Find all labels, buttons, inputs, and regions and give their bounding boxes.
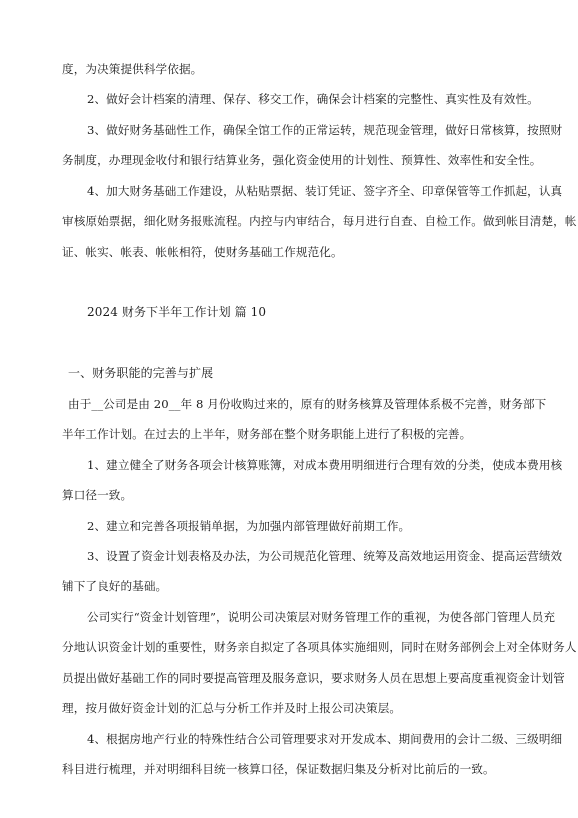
paragraph-line: 4、根据房地产行业的特殊性结合公司管理要求对开发成本、期间费用的会计二级、三级明细	[87, 732, 563, 746]
paragraph-line: 理，按月做好资金计划的汇总与分析工作并及时上报公司决策层。	[62, 701, 402, 715]
paragraph-line: 3、设置了资金计划表格及办法，为公司规范化管理、统筹及高效地运用资金、提高运营绩效	[87, 549, 563, 563]
paragraph-line: 半年工作计划。在过去的上半年，财务部在整个财务职能上进行了积极的完善。	[62, 427, 472, 441]
paragraph-line: 由于__公司是由 20__年 8 月份收购过来的，原有的财务核算及管理体系极不完善，财务部下	[68, 397, 547, 411]
paragraph-line: 员提出做好基础工作的同时要提高管理及服务意识，要求财务人员在思想上要高度重视资金计划管	[62, 671, 565, 685]
section-heading: 一、财务职能的完善与扩展	[68, 366, 214, 380]
paragraph-line: 铺下了良好的基础。	[62, 579, 168, 593]
paragraph-line: 科目进行梳理，并对明细科目统一核算口径，保证数据归集及分析对比前后的一致。	[62, 762, 495, 776]
section-title: 2024 财务下半年工作计划 篇 10	[87, 305, 267, 319]
paragraph-line: 审核原始票据，细化财务报账流程。内控与内审结合，每月进行自查、自检工作。做到帐目清楚，帐	[62, 214, 577, 228]
paragraph-line: 分地认识资金计划的重要性，财务亲自拟定了各项具体实施细则，同时在财务部例会上对全体财务人	[62, 640, 577, 654]
paragraph-line: 2、建立和完善各项报销单据，为加强内部管理做好前期工作。	[87, 519, 411, 533]
paragraph-line: 2、做好会计档案的清理、保存、移交工作，确保会计档案的完整性、真实性及有效性。	[87, 92, 539, 106]
paragraph-line: 算口径一致。	[62, 488, 133, 502]
paragraph-line: 度，为决策提供科学依据。	[62, 62, 203, 76]
paragraph-line: 公司实行“资金计划管理”，说明公司决策层对财务管理工作的重视，为使各部门管理人员充	[87, 610, 556, 624]
paragraph-line: 务制度，办理现金收付和银行结算业务，强化资金使用的计划性、预算性、效率性和安全性。	[62, 153, 542, 167]
paragraph-line: 1、建立健全了财务各项会计核算账簿，对成本费用明细进行合理有效的分类，使成本费用核	[87, 458, 563, 472]
paragraph-line: 3、做好财务基础性工作，确保全馆工作的正常运转，规范现金管理，做好日常核算，按照财	[87, 123, 563, 137]
paragraph-line: 4、加大财务基础工作建设，从粘贴票据、装订凭证、签字齐全、印章保管等工作抓起，认真	[87, 184, 563, 198]
paragraph-line: 证、帐实、帐表、帐帐相符，使财务基础工作规范化。	[62, 245, 343, 259]
